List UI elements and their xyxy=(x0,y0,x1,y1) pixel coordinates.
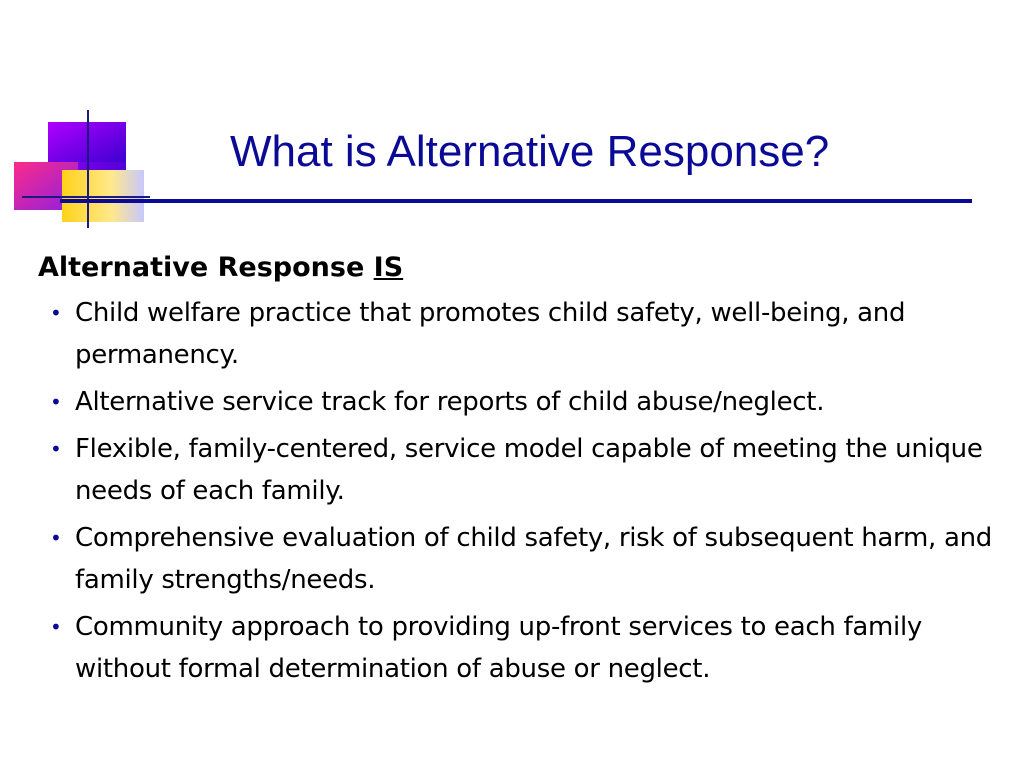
title-divider xyxy=(60,199,972,203)
bullet-list xyxy=(38,292,1000,690)
bullet-icon: • xyxy=(50,526,62,550)
bullet-text: Comprehensive evaluation of child safety, risk of subsequent harm, and family strengths/needs. xyxy=(75,523,992,595)
section-heading-text: Alternative Response xyxy=(38,252,374,283)
bullet-text: Community approach to providing up-front services to each family without formal determination of abuse or neglect. xyxy=(75,612,922,684)
bullet-text: Child welfare practice that promotes child safety, well-being, and permanency. xyxy=(75,298,906,370)
bullet-text: Alternative service track for reports of child abuse/neglect. xyxy=(75,387,825,417)
bullet-item xyxy=(38,517,1000,601)
slide-content xyxy=(38,248,1000,695)
bullet-item xyxy=(38,381,1000,423)
bullet-item xyxy=(38,428,1000,512)
bullet-icon: • xyxy=(50,390,62,414)
decorative-squares-logo xyxy=(0,0,160,240)
bullet-icon: • xyxy=(50,615,62,639)
bullet-item xyxy=(38,606,1000,690)
bullet-icon: • xyxy=(50,301,62,325)
slide-title: What is Alternative Response? xyxy=(230,127,830,176)
bullet-item xyxy=(38,292,1000,376)
bullet-icon: • xyxy=(50,437,62,461)
section-heading xyxy=(38,248,1000,288)
bullet-text: Flexible, family-centered, service model capable of meeting the unique needs of each family. xyxy=(75,434,983,506)
section-heading-emphasis: IS xyxy=(373,252,404,283)
